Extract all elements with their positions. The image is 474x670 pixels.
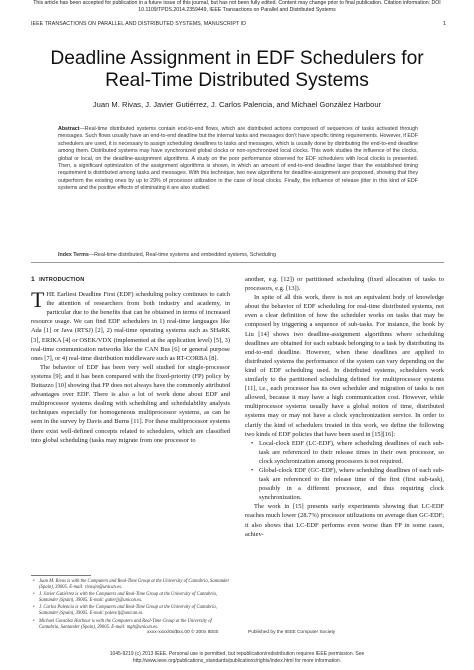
page-footer <box>0 651 474 664</box>
list-item-lc-edf: • Local-clock EDF (LC-EDF), where scheduling deadlines of each sub-task are referenced to their release times in their own processor, so clock synchronization among processors is not required. <box>259 439 444 466</box>
index-terms-text: —Real-time distributed, Real-time systems and embedded systems, Scheduling <box>88 252 277 258</box>
copyright-code: xxxx-xxxx/0x/$xx.00 © 200x IEEE <box>147 630 219 635</box>
footer-line-1: 1045-9219 (c) 2013 IEEE. Personal use is permitted, but republication/redistribution requires IEEE permission. See <box>109 651 365 657</box>
right-paragraph-1: another, e.g. [12]) or partitioned scheduling (fixed allocation of tasks to processors, e.g. [13]). <box>245 276 444 293</box>
title-line-1: Deadline Assignment in EDF Schedulers for <box>50 48 424 69</box>
edf-policy-list <box>245 439 444 503</box>
footnote-item: • J. Javier Gutiérrez is with the Computers and Real-Time Group at the University of Cantabria, Santander (Spain), 39005. E-mail: gutierjj@unican.es. <box>39 592 230 604</box>
footer-line-2: http://www.ieee.org/publications_standards/publications/rights/index.html for more information. <box>132 657 342 664</box>
footnote-item: • J. Carlos Palencia is with the Computers and Real-Time Group at the University of Cantabria, Santander (Spain), 39005. E-mail: palencij@unican.es. <box>39 605 230 617</box>
section-divider <box>31 262 444 263</box>
accepted-article-notice <box>0 0 474 13</box>
index-terms-label: Index Terms <box>58 252 89 258</box>
abstract-label: Abstract <box>58 126 80 132</box>
section-title: INTRODUCTION <box>39 277 85 283</box>
footnote-rule <box>31 575 91 576</box>
right-paragraph-3: The work in [15] presents early experiments showing that LC-EDF reaches much lower (28.7%) processor utilizations on average than GC-EDF; it also shows that LC-EDF performs even worse than FP in some cases, achiev- <box>245 503 444 538</box>
notice-line-1: This article has been accepted for publication in a future issue of this journal, but has not been fully edited. Content may change prior to final publication. Citation information: DOI <box>33 0 441 6</box>
intro-paragraph-1 <box>31 287 230 363</box>
author-list: Juan M. Rivas, J. Javier Gutiérrez, J. Carlos Palencia, and Michael González Harbour <box>92 100 382 109</box>
intro-paragraph-2: The behavior of EDF has been very well studied for single-processor systems [9]; and it has been compared with the fixed-priority (FP) policy by Buttazzo [10] showing that FP does not always have the commonly attributed advantages over EDF. There is also a lot of work done about EDF and multiprocessor systems dealing with scheduling and schedulability analysis techniques especially for homogeneous multiprocessor systems, as can be seen in the survey by Davis and Burns [11]. For these multiprocessor systems there exist well-defined concepts related to schedulers, which are classified into global scheduling (tasks may migrate from one processor to <box>31 363 230 444</box>
section-heading <box>31 275 230 285</box>
abstract-text: —Real-time distributed systems contain end-to-end flows, which are distributed actions composed of sequences of tasks activated through messages. Such flows usually have an end-to-end deadline but the internal tasks and messages don't have specific timing requirements. However, if EDF schedulers are used, it is necessary to assign scheduling deadlines to tasks and messages, which is usually done by distributing the end-to-end deadline among them. Distributed systems may have synchronized global clocks or non-synchronized local clocks. This work studies the influence of the clocks, global or local, on the deadline-assignment algorithms. A study on the poor performance observed for EDF schedulers with local clocks is presented. Then, a significant optimization of the assignment algorithms is shown, in which an amount of end-to-end deadline larger than the established timing requirement is distributed among tasks and messages. With this technique, two new algorithms for deadline-assignment are proposed, showing that they outperform the existing ones by up to 29% of processor utilization in the case of local clocks. Finally, the influence of release jitter in this kind of EDF systems and the positive effects of eliminating it are also studied. <box>58 126 418 192</box>
title-line-2: Real-Time Distributed Systems <box>105 70 369 91</box>
left-column <box>31 275 230 445</box>
footnote-item: • Juan M. Rivas is with the Computers and Real-Time Group at the University of Cantabria, Santander (Spain), 39005. E-mail: rivasjm@unican.es. <box>39 579 230 591</box>
drop-cap: T <box>31 287 45 313</box>
publisher-note: Published by the IEEE Computer Society <box>248 630 336 635</box>
footnote-item: • Michael González Harbour is with the Computers and Real-Time Group at the University of Cantabria, Santander (Spain), 39005. E-mail: mgh@unican.es. <box>39 619 230 631</box>
right-paragraph-2: In spite of all this work, there is not an equivalent body of knowledge about the behavior of EDF scheduling for real-time distributed systems, not even a clear definition of how the scheduler works on tasks that may be composed by triggering a sequence of sub-tasks. For instance, the book by Liu [14] shows two deadline-assignment algorithms where scheduling deadlines are obtained for each subtask belonging to a task by distributing its end-to-end deadline. However, when these deadlines are applied to distributed systems the performance of the system can vary depending on the kind of EDF scheduling used. In distributed systems, schedulers work similarly to the partitioned scheduling defined for multiprocessor systems [11], i.e., each processor has its own scheduler and migration of tasks is not allowed, because it may have a high communication cost. However, while multiprocessor systems usually have a global notion of time, distributed systems may or may not have a clock synchronization service. In order to clarify the kind of schedulers treated in this work, we define the following two kinds of EDF policies that have been used in [15][16]: <box>245 294 444 438</box>
running-head: IEEE TRANSACTIONS ON PARALLEL AND DISTRIBUTED SYSTEMS, MANUSCRIPT ID <box>31 21 247 27</box>
page-number: 1 <box>443 21 446 27</box>
list-item-gc-edf: • Global-clock EDF (GC-EDF), where scheduling deadlines of each sub-task are referenced to the release time of the first (first sub-task), possibly in a different processor, and thus requiring clock synchronization. <box>259 466 444 502</box>
intro-paragraph-1-text: HE Earliest Deadline First (EDF) scheduling policy continues to catch the attention of researchers from both industry and academy, in particular due to the benefits that can be obtained in terms of increased resource usage. We can find EDF schedulers in 1) real-time languages like Ada [1] or Java (RTSJ) [2], 2) real-time operating systems such as SHaRK [3], ERIKA [4] or OSEK/VDX (implemented at the application level) [5], 3) real-time communication networks like the CAN Bus [6] or general purpose ones [7], or 4) real-time distribution middleware such as RT-CORBA [8]. <box>31 291 230 362</box>
paper-title <box>20 48 454 92</box>
notice-line-2: 10.1109/TPDS.2014.2359449, IEEE Transactions on Parallel and Distributed Systems <box>138 6 336 13</box>
author-footnotes <box>31 579 230 632</box>
abstract <box>58 126 418 193</box>
section-number: 1 <box>31 276 35 283</box>
right-column <box>245 275 444 539</box>
index-terms <box>58 252 418 259</box>
